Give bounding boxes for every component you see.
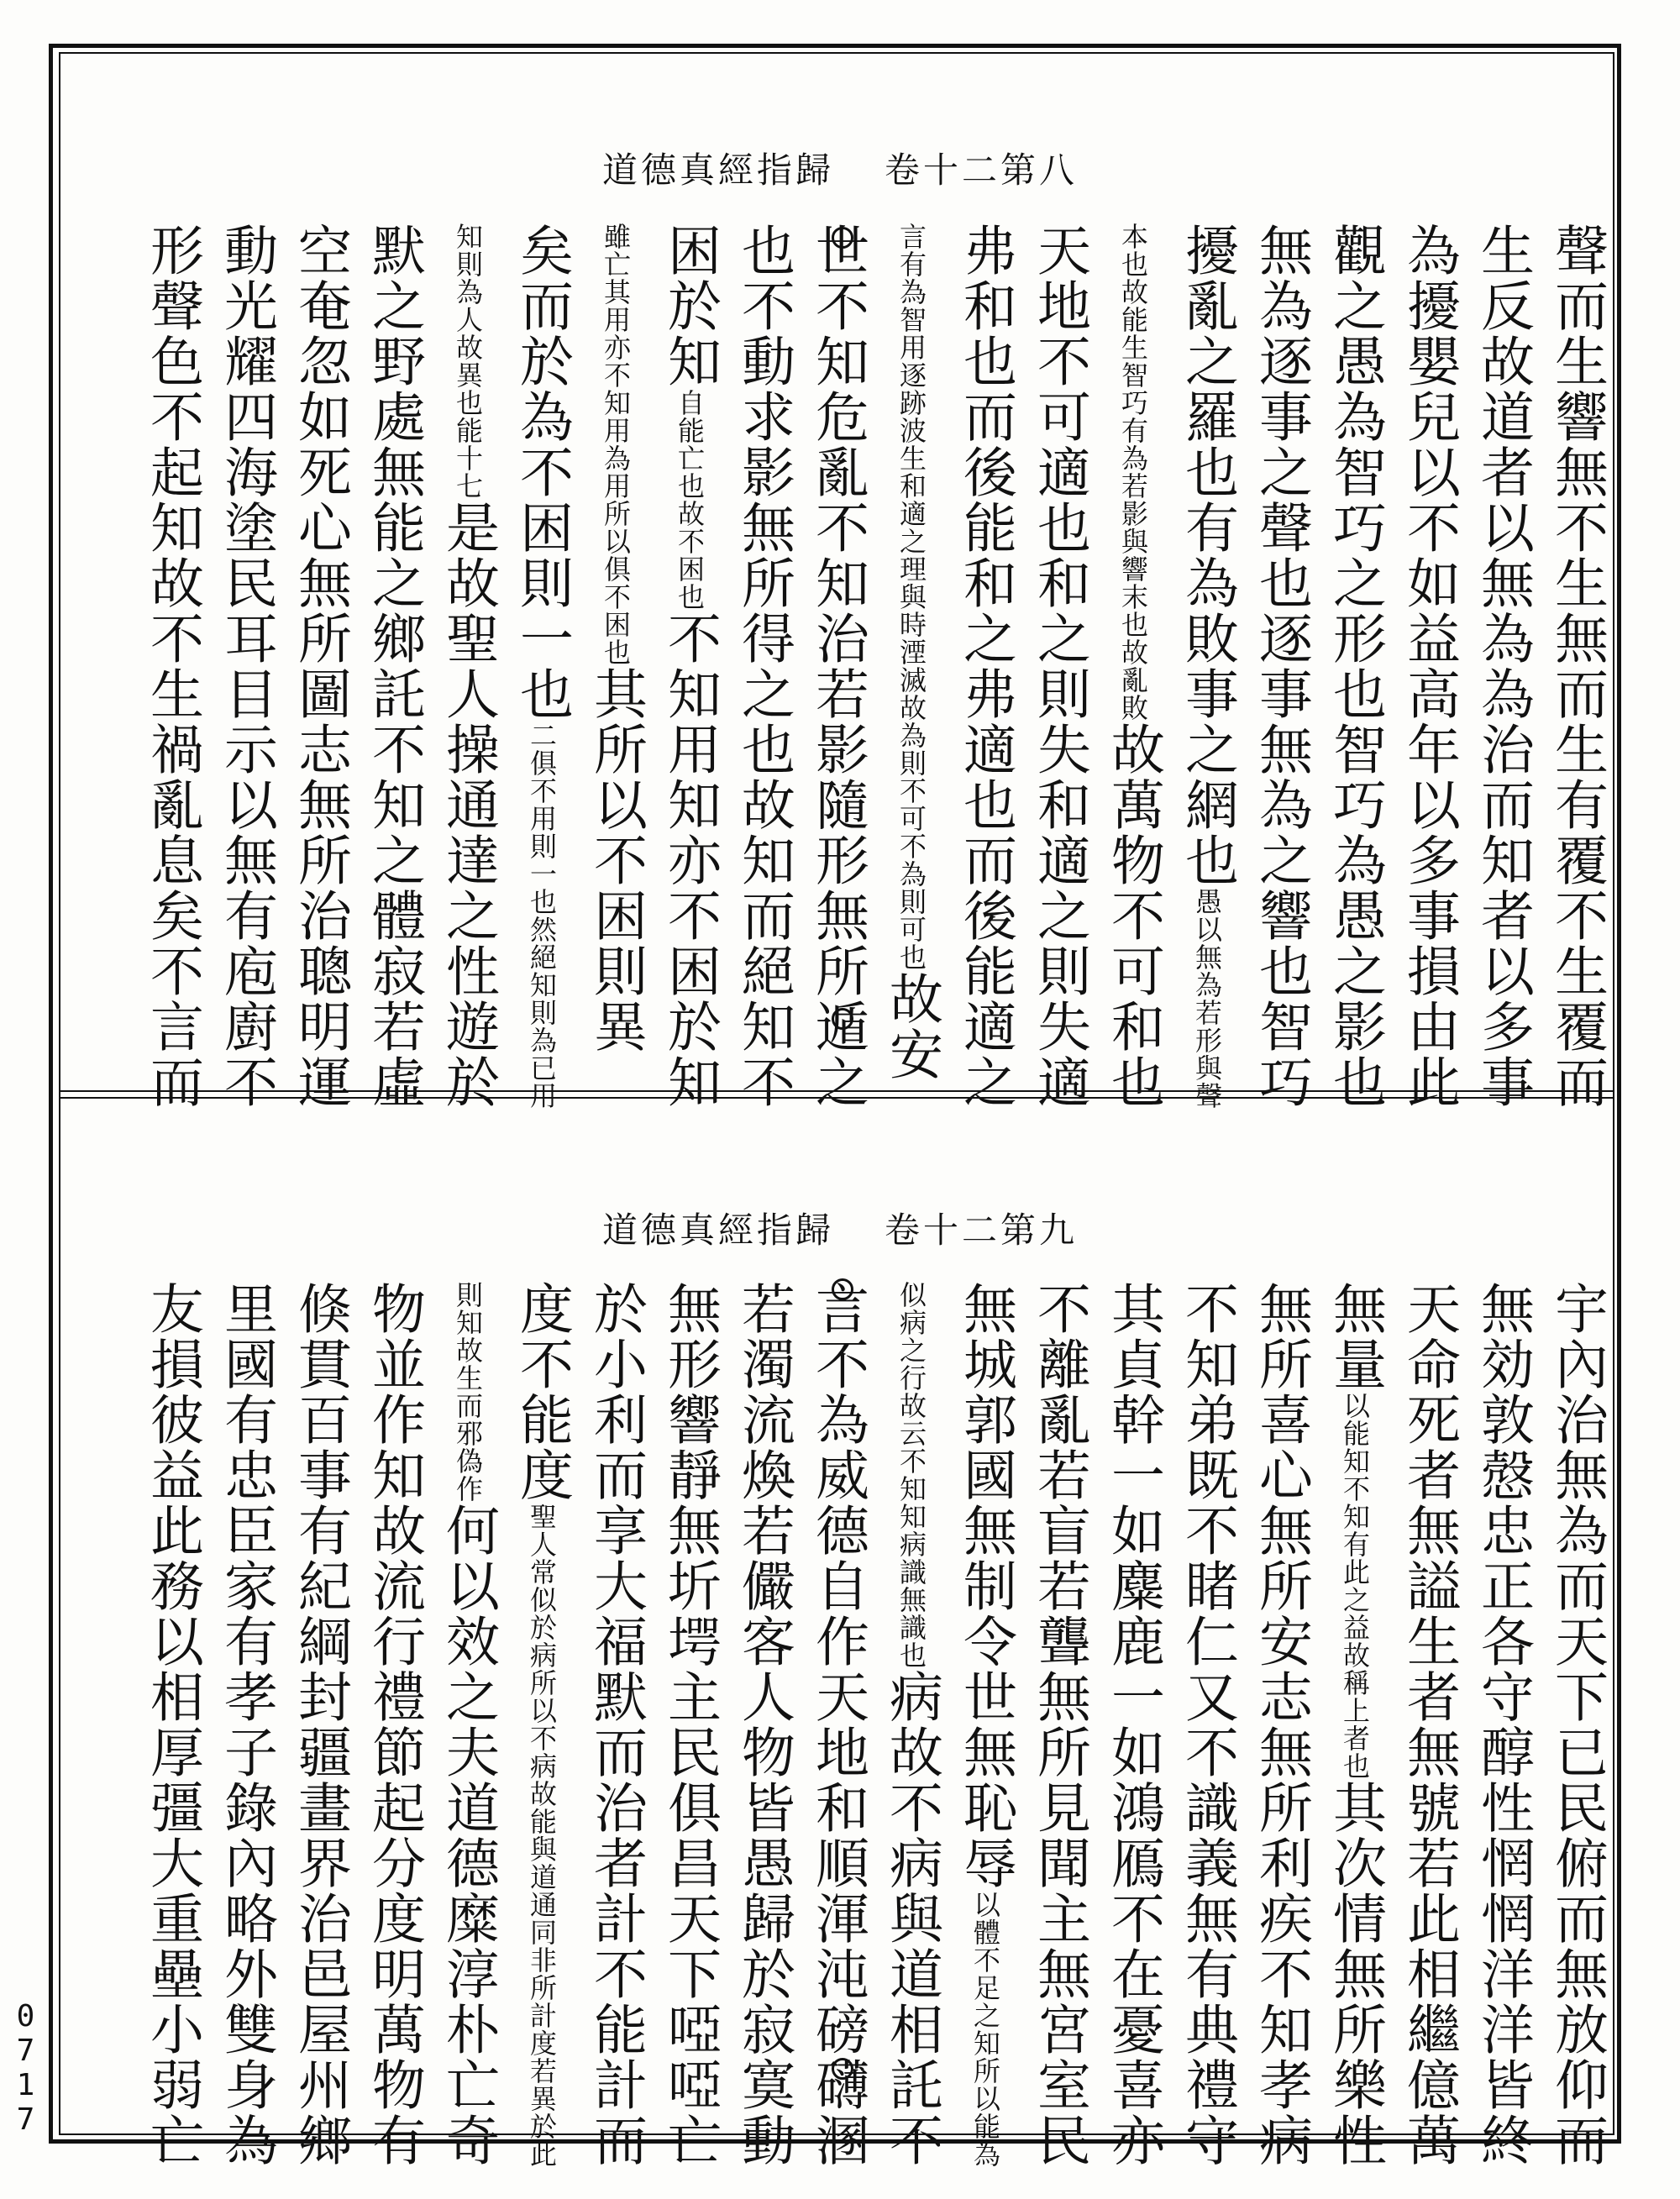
text-column [880,223,942,1113]
circle-mark [832,1008,853,1030]
text-column [141,223,203,1113]
annotation-text: 自能亡也故不困也 [674,389,706,611]
text-column [511,223,573,1113]
top-header [0,143,1680,193]
text-column [511,1281,573,2171]
annotation-text: 聖人常似於病所以不病故能與道通同非所計度若異於此 [526,1503,558,2168]
bottom-text-panel [67,1281,1613,2171]
text-column [1398,223,1460,1113]
main-text: 無所喜心無所安志無所利疾不知孝病 [1250,1281,1312,2168]
annotation-text: 愚以無為若形與聲 [1191,888,1223,1110]
main-text: 為擾嬰兒以不如益高年以多事損由此 [1398,223,1460,1110]
text-column [289,1281,351,2171]
text-column [585,1281,647,2171]
text-column [215,1281,277,2171]
main-text: 病故不病與道相託不 [880,1669,942,2168]
main-text: 觀之愚為智巧之形也智巧為愚之影也 [1324,223,1386,1110]
text-column [1102,223,1164,1113]
text-column [659,223,721,1113]
main-text: 其次情無所樂性 [1324,1780,1386,2168]
main-text: 世不知危亂不知治若影隨形無所遁之 [806,223,869,1110]
main-text: 矣而於為不困則一也 [511,223,573,722]
main-text: 天命死者無謚生者無號若此相繼億萬 [1398,1281,1460,2168]
book-title: 道德真經指歸 [601,1210,834,1251]
text-column [1176,1281,1238,2171]
main-text: 其所以不困則異 [585,666,647,1054]
chapter-label: 卷十二第八 [885,150,1079,191]
circle-mark [832,1278,853,1300]
main-text: 倏貫百事有紀綱封疆畫界治邑屋州鄉 [289,1281,351,2168]
text-column [1546,1281,1608,2171]
annotation-text: 二俱不用則一也然絕知則為已用 [526,722,558,1110]
main-text: 無城郭國無制令世無恥辱 [954,1281,1016,1891]
annotation-text: 本也故能生智巧有為若影與響末也故亂敗 [1117,223,1149,722]
text-column [1176,223,1238,1113]
text-column [806,1281,869,2171]
text-column [1028,1281,1090,2171]
text-column [732,223,795,1113]
main-text: 生反故道者以無為為治而知者以多事 [1472,223,1534,1110]
annotation-text: 以體不足之知所以能為 [969,1891,1001,2168]
main-text: 弗和也而後能和之弗適也而後能適之 [954,223,1016,1110]
top-text-panel [67,223,1613,1113]
main-text: 故安 [880,971,942,1082]
text-column [732,1281,795,2171]
main-text: 天地不可適也和之則失和適之則失適 [1028,223,1090,1110]
main-text: 擾亂之羅也有為敗事之網也 [1176,223,1238,888]
annotation-text: 以能知不知有此之益故稱上者也 [1339,1392,1371,1780]
text-column [585,223,647,1113]
text-column [1250,1281,1312,2171]
circle-mark [832,227,853,249]
text-column [1472,223,1534,1113]
main-text: 空奄忽如死心無所圖志無所治聰明運 [289,223,351,1110]
annotation-text: 言有為智用逐跡波生和適之理與時湮滅故為則不可不為則可也 [895,223,927,971]
main-text: 於小利而享大福默而治者計不能計而 [585,1281,647,2168]
main-text: 聲而生響無不生無而生有覆不生覆而 [1546,223,1608,1110]
text-column [1324,1281,1386,2171]
text-column [880,1281,942,2171]
text-column [363,1281,425,2171]
text-column [1546,223,1608,1113]
chapter-label: 卷十二第九 [885,1210,1079,1251]
page-number: 0717 [8,1999,43,2137]
text-column [954,1281,1016,2171]
text-column [1324,223,1386,1113]
annotation-text: 知則為人故異也 [452,223,484,417]
main-text: 無効敦慤忠正各守醇性惘惘洋洋皆終 [1472,1281,1534,2168]
annotation-text: 雖亡其用亦不知用為用所以俱不困也 [600,223,632,666]
main-text: 不離亂若盲若聾無所見聞主無宮室民 [1028,1281,1090,2168]
text-column [1472,1281,1534,2171]
main-text: 也不動求影無所得之也故知而絕知不 [732,223,795,1110]
main-text: 里國有忠臣家有孝子錄內略外雙身為 [215,1281,277,2168]
text-column [363,223,425,1113]
annotation-text: 則知故生而邪偽作 [452,1281,484,1503]
circle-mark [832,2058,853,2080]
text-column [954,223,1016,1113]
text-column [659,1281,721,2171]
main-text: 宇內治無為而天下已民俯而無放仰而 [1546,1281,1608,2168]
text-column [1398,1281,1460,2171]
main-text: 度不能度 [511,1281,573,1503]
main-text: 若濁流煥若儼客人物皆愚歸於寂寞動 [732,1281,795,2168]
main-text: 故萬物不可和也 [1102,722,1164,1110]
text-column [806,223,869,1113]
main-text: 無量 [1324,1281,1386,1392]
text-column [1250,223,1312,1113]
main-text: 物並作知故流行禮節起分度明萬物有 [363,1281,425,2168]
text-column [437,223,499,1113]
main-text: 困於知 [659,223,721,389]
main-text: 默之野處無能之鄉託不知之體寂若虛 [363,223,425,1110]
bottom-header [0,1203,1680,1253]
main-text: 何以效之夫道德糜淳朴亡奇 [437,1503,499,2168]
main-text: 無形響靜無圻堮主民俱昌天下啞啞亡 [659,1281,721,2168]
book-title: 道德真經指歸 [601,150,834,191]
main-text: 言不為威德自作天地和順渾沌磅礴溷 [806,1281,869,2168]
text-column [215,223,277,1113]
main-text: 形聲色不起知故不生禍亂息矣不言而 [141,223,203,1110]
main-text: 是故聖人操通達之性遊於 [437,500,499,1110]
text-column [1102,1281,1164,2171]
text-column [289,223,351,1113]
main-text: 不知弟既不睹仁又不識義無有典禮守 [1176,1281,1238,2168]
annotation-text: 似病之行故云不知知病識無識也 [895,1281,927,1669]
text-column [141,1281,203,2171]
main-text: 不知用知亦不困於知 [659,611,721,1110]
annotation-text: 能十七 [452,417,484,500]
text-column [1028,223,1090,1113]
main-text: 友損彼益此務以相厚彊大重壘小弱亡 [141,1281,203,2168]
main-text: 其貞幹一如麋鹿一如鴻鴈不在憂喜亦 [1102,1281,1164,2168]
text-column [437,1281,499,2171]
main-text: 動光耀四海塗民耳目示以無有庖廚不 [215,223,277,1110]
main-text: 無為逐事之聲也逐事無為之響也智巧 [1250,223,1312,1110]
